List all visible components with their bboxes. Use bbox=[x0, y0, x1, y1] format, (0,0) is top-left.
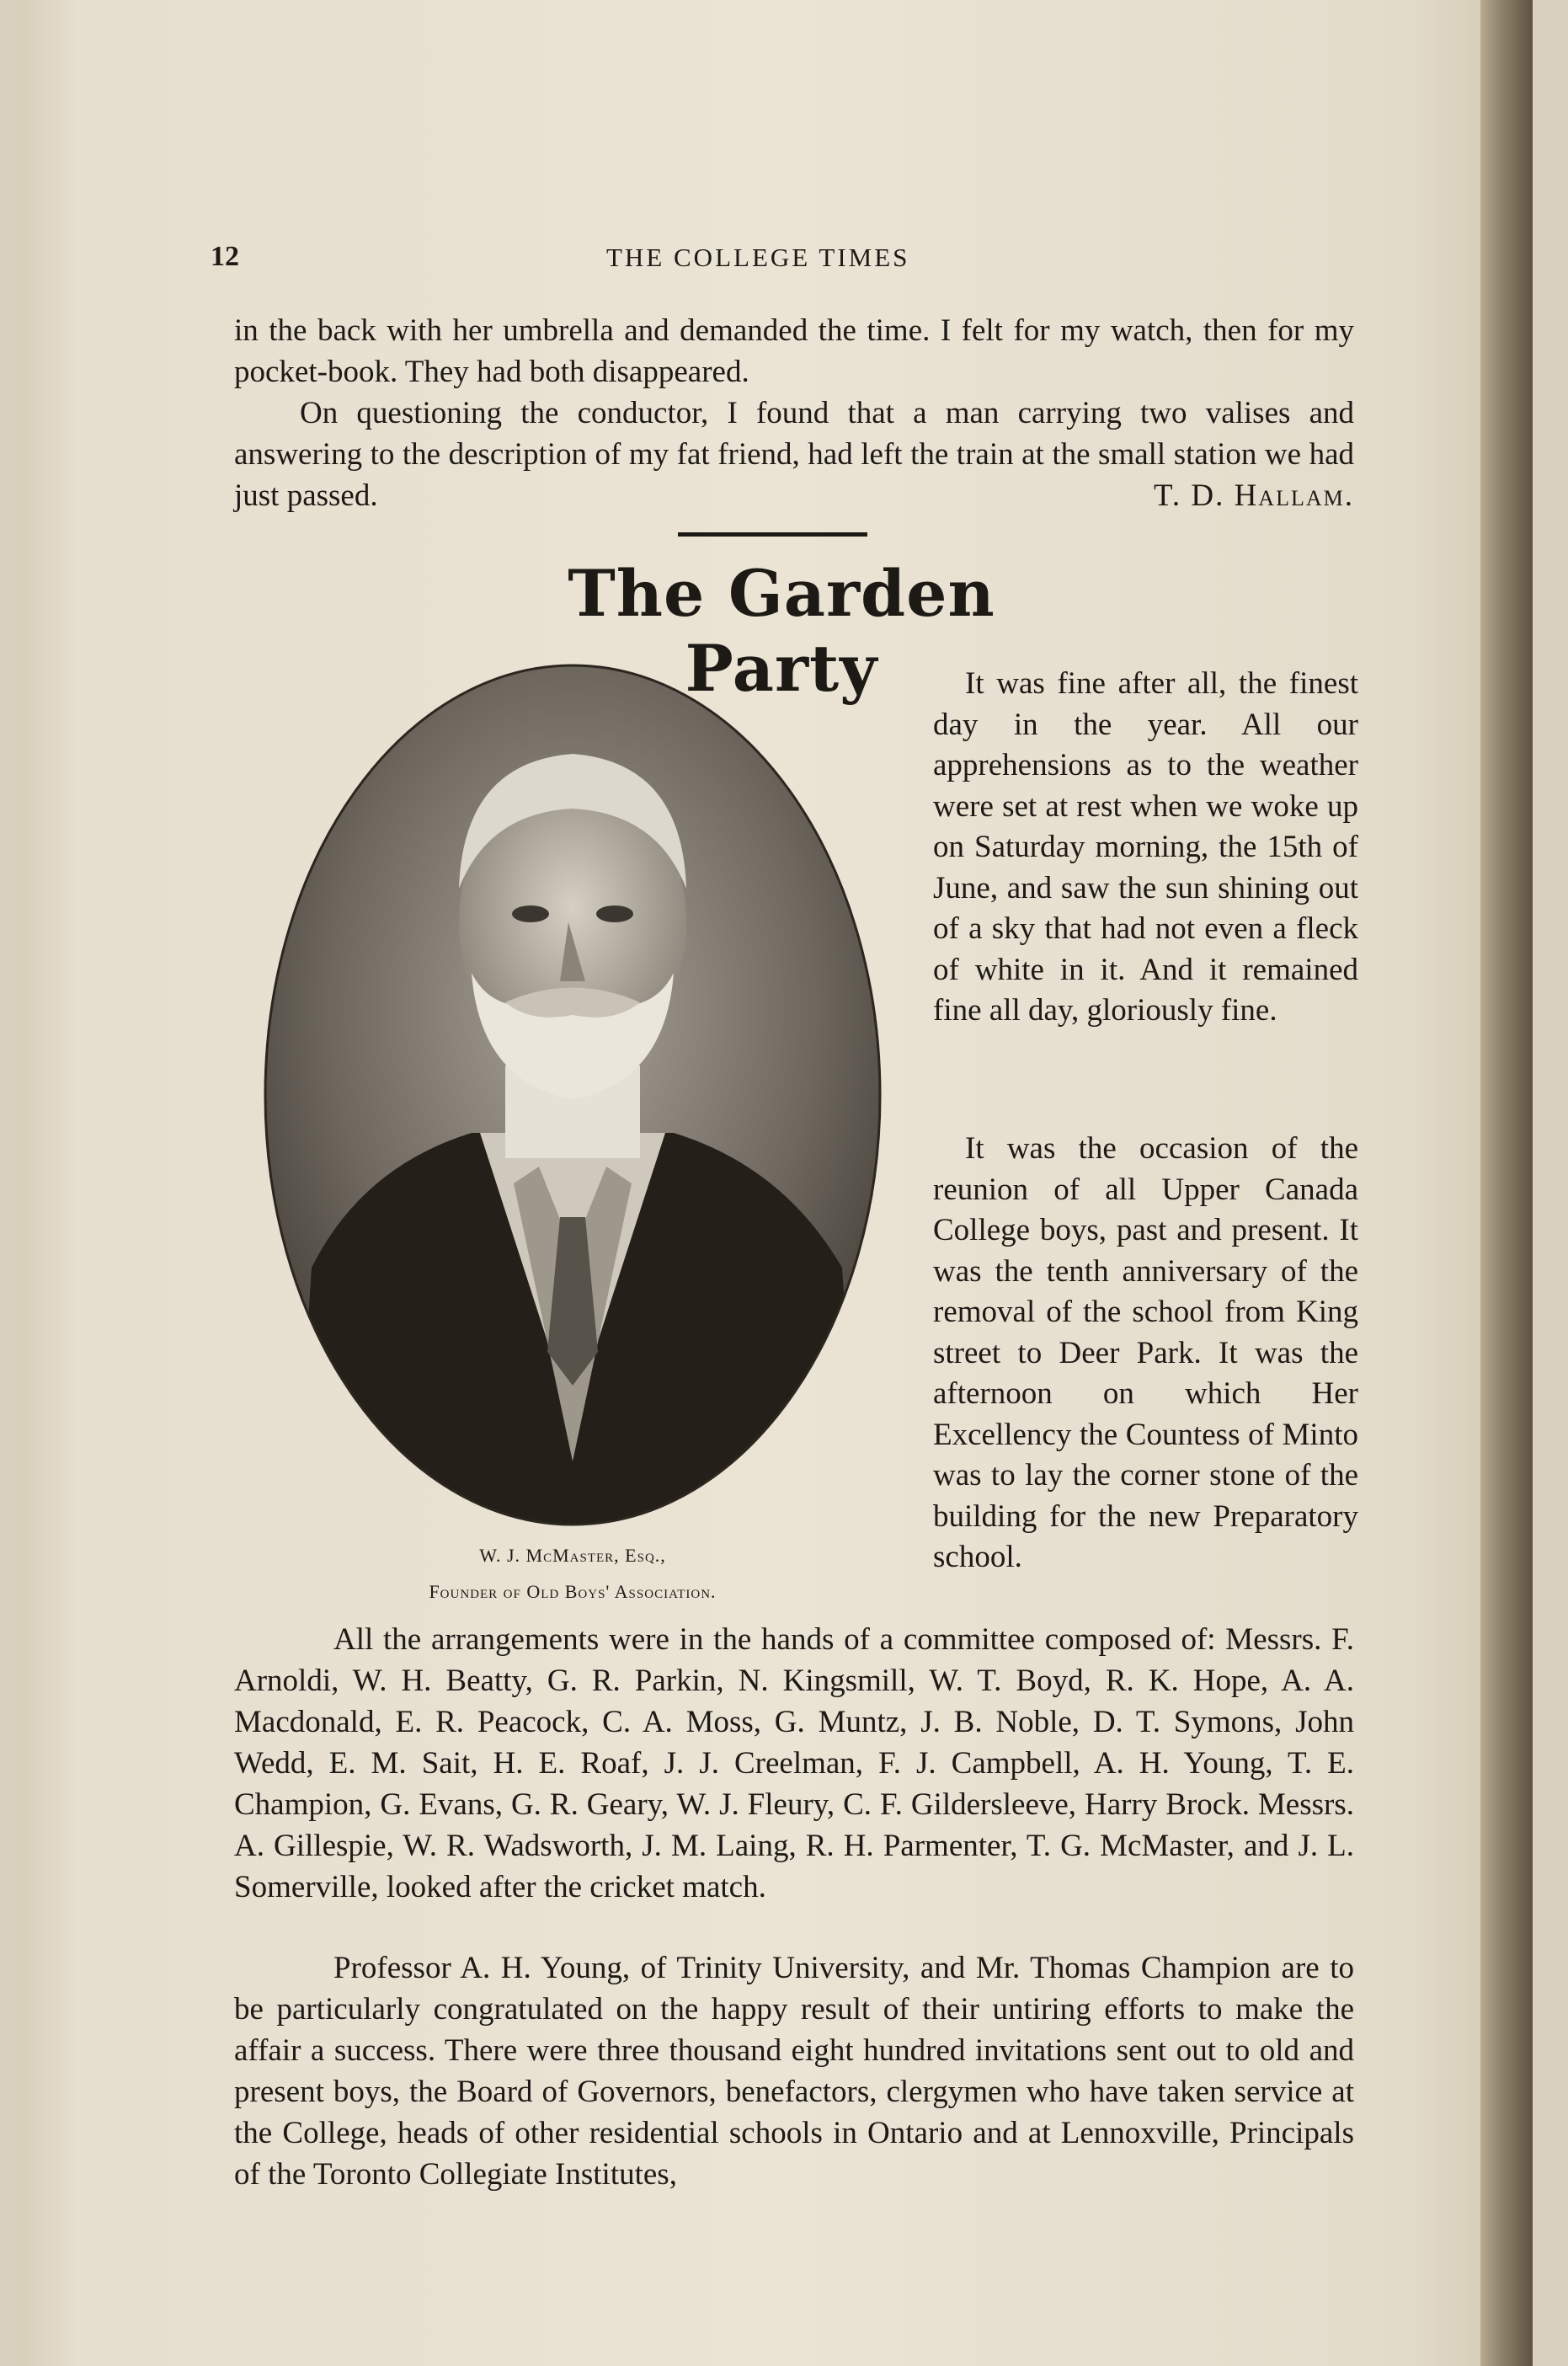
portrait-caption-title: Founder of Old Boys' Association. bbox=[429, 1581, 717, 1602]
article-paragraph: Professor A. H. Young, of Trinity University, and Mr. Thomas Champion are to be particularly congratulated on the happy result of their untiring efforts to make the affair a success. There were three thousand eight hundred invitations sent out to old and present boys, the Board of Governors, benefactors, clergymen who have taken service at the College, heads of other residential schools in Ontario and at Lennoxville, Principals of the Toronto Collegiate Institutes, bbox=[234, 1951, 1354, 2192]
story-paragraph: in the back with her umbrella and demanded the time. I felt for my watch, then for my pocket-book. They had both disappeared. bbox=[234, 313, 1354, 389]
section-rule bbox=[678, 532, 867, 537]
portrait-image bbox=[261, 661, 884, 1529]
story-text: On questioning the conductor, I found that a man carrying two valises and answering to the description of my fat friend, had left the train at the small station we had just passed. bbox=[234, 396, 1354, 513]
page-header bbox=[211, 241, 1373, 283]
page-edge bbox=[1480, 0, 1533, 2366]
story-paragraph bbox=[234, 393, 1354, 516]
author-signature: T. D. Hallam. bbox=[1154, 478, 1354, 513]
running-head: THE COLLEGE TIMES bbox=[606, 243, 910, 272]
column-paragraph: It was fine after all, the finest day in the year. All our apprehensions as to the weather were set at rest when we woke up on Saturday morning, the 15th of June, and saw the sun shining out of a sky that had not even a fleck of white in it. And it remained fine all day, gloriously fine. bbox=[933, 666, 1358, 1028]
article-title: The Garden Party bbox=[568, 556, 995, 706]
article-paragraph: All the arrangements were in the hands of a committee composed of: Messrs. F. Arnoldi, W. H. Beatty, G. R. Parkin, N. Kingsmill, W. T. Boyd, R. K. Hope, A. A. Macdonald, E. R. Peacock, C. A. Moss, G. Muntz, J. B. Noble, D. T. Symons, John Wedd, E. M. Sait, H. E. Roaf, J. J. Creelman, F. J. Campbell, A. H. Young, T. E. Champion, G. Evans, G. R. Geary, W. J. Fleury, C. F. Gildersleeve, Harry Brock. Messrs. A. Gillespie, W. R. Wadsworth, J. M. Laing, R. H. Parmenter, T. G. McMaster, and J. L. Somerville, looked after the cricket match. bbox=[234, 1622, 1354, 1904]
page-number: 12 bbox=[211, 241, 239, 272]
portrait-caption-name: W. J. McMaster, Esq., bbox=[479, 1545, 666, 1566]
column-paragraph: It was the occasion of the reunion of all Upper Canada College boys, past and present. It was the tenth anniversary of the removal of the school from King street to Deer Park. It was the afternoon on which Her Excellency the Countess of Minto was to lay the corner stone of the building for the new Preparatory school. bbox=[933, 1131, 1358, 1574]
